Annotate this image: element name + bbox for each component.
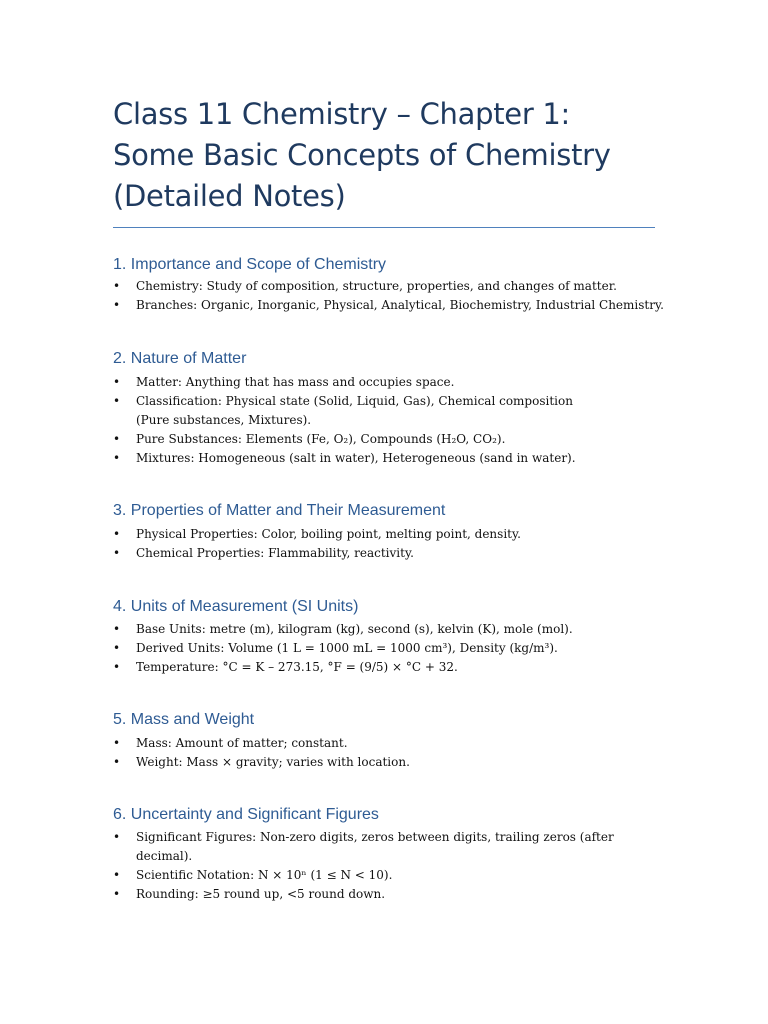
bullet-list (113, 373, 673, 468)
bullet-icon: • (113, 660, 121, 674)
bullet-icon: • (113, 298, 121, 312)
list-item: • Classification: Physical state (Solid, Liquid, Gas), Chemical composition (Pure substances, Mixtures). (113, 394, 573, 427)
section-heading: 6. Uncertainty and Significant Figures (113, 806, 379, 823)
bullet-list (113, 620, 673, 677)
bullet-icon: • (113, 622, 121, 636)
list-item: • Matter: Anything that has mass and occupies space. (113, 373, 673, 392)
section-heading: 4. Units of Measurement (SI Units) (113, 598, 359, 615)
bullet-icon: • (113, 375, 121, 389)
section-heading: 3. Properties of Matter and Their Measurement (113, 502, 446, 519)
bullet-icon: • (113, 755, 121, 769)
list-item: • Pure Substances: Elements (Fe, O₂), Compounds (H₂O, CO₂). (113, 430, 673, 449)
bullet-icon: • (113, 887, 121, 901)
list-item: • Chemical Properties: Flammability, reactivity. (113, 544, 673, 563)
document-title: Class 11 Chemistry – Chapter 1: Some Basic Concepts of Chemistry (Detailed Notes) (113, 97, 611, 213)
title-underline (113, 227, 655, 228)
list-item: • Derived Units: Volume (1 L = 1000 mL = 1000 cm³), Density (kg/m³). (113, 639, 673, 658)
document-page (113, 94, 664, 901)
bullet-list (113, 734, 673, 772)
bullet-icon: • (113, 432, 121, 446)
bullet-list (113, 525, 673, 563)
list-item: • Significant Figures: Non-zero digits, zeros between digits, trailing zeros (after decimal). (113, 830, 614, 863)
list-item: • Rounding: ≥5 round up, <5 round down. (113, 885, 673, 904)
bullet-icon: • (113, 546, 121, 560)
section-heading: 1. Importance and Scope of Chemistry (113, 256, 387, 273)
bullet-icon: • (113, 868, 121, 882)
section-heading: 5. Mass and Weight (113, 711, 255, 728)
list-item: • Temperature: °C = K – 273.15, °F = (9/5) × °C + 32. (113, 658, 673, 677)
list-item: • Scientific Notation: N × 10ⁿ (1 ≤ N < 10). (113, 866, 673, 885)
list-item: • Mixtures: Homogeneous (salt in water), Heterogeneous (sand in water). (113, 449, 673, 468)
section-heading: 2. Nature of Matter (113, 350, 247, 367)
list-item: • Physical Properties: Color, boiling point, melting point, density. (113, 525, 673, 544)
bullet-icon: • (113, 527, 121, 541)
list-item: • Chemistry: Study of composition, structure, properties, and changes of matter. (113, 277, 673, 296)
bullet-list (113, 277, 673, 315)
bullet-icon: • (113, 451, 121, 465)
bullet-icon: • (113, 279, 121, 293)
list-item: • Weight: Mass × gravity; varies with location. (113, 753, 673, 772)
bullet-icon: • (113, 394, 121, 408)
bullet-icon: • (113, 641, 121, 655)
list-item: • Branches: Organic, Inorganic, Physical, Analytical, Biochemistry, Industrial Chemistry. (113, 296, 673, 315)
list-item: • Base Units: metre (m), kilogram (kg), second (s), kelvin (K), mole (mol). (113, 620, 673, 639)
bullet-icon: • (113, 736, 121, 750)
list-item: • Mass: Amount of matter; constant. (113, 734, 673, 753)
bullet-list (113, 828, 673, 904)
bullet-icon: • (113, 830, 121, 844)
